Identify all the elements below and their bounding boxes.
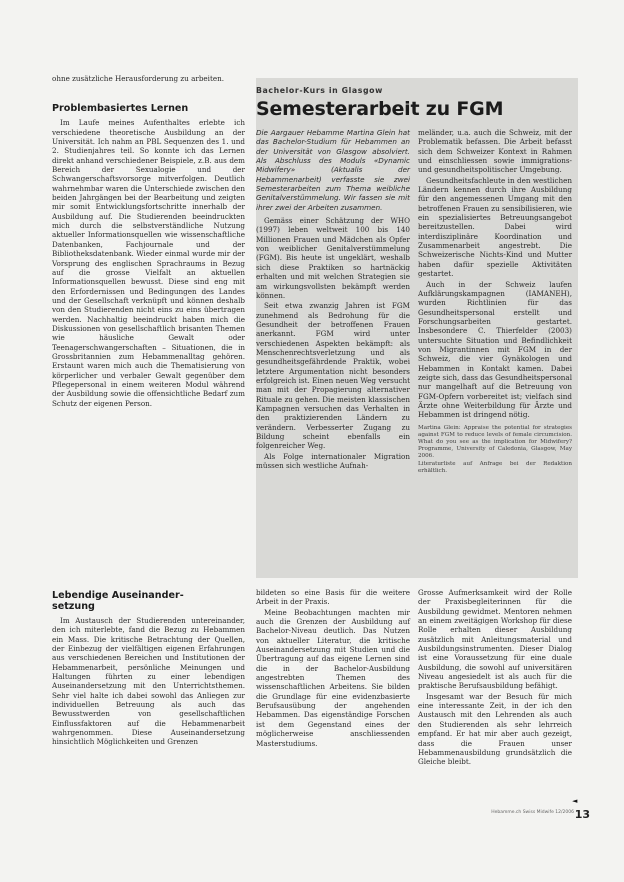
bottom-right-column — [418, 588, 572, 768]
box-footnote: Martina Glein: Appraise the potential for strategies against FGM to reduce levels of female circumcision. What do you see as the implication for Midwifery? Programme, University of Caledonia, Glasgow, May 2006. — [418, 424, 572, 459]
box-column-left — [256, 128, 410, 471]
end-mark-icon: ◄ — [572, 797, 578, 805]
left-bottom-column — [52, 590, 245, 748]
box-kicker: Bachelor-Kurs in Glasgow — [256, 86, 383, 95]
left-column — [52, 74, 245, 409]
paragraph: Grosse Aufmerksamkeit wird der Rolle der Praxisbegleiterinnen für die Ausbildung gewidmet. Mentoren nehmen an einem zweitägigen Workshop für diese Rolle erhalten dieser Ausbildung zusätzlich mit Anleitungsmaterial und Ausbildungsinstrumenten. Dieser Dialog ist eine Voraussetzung für eine duale Ausbildung, die sowohl auf universitären Niveau angesiedelt ist als auch für die praktische Berufsausbildung befähigt. — [418, 588, 572, 691]
section-heading-problembasiertes: Problembasiertes Lernen — [52, 103, 189, 115]
paragraph: Im Austausch der Studierenden untereinander, den ich miterlebte, fand die Bezug zu Hebammen ein Mass. Die kritische Betrachtung der Quellen, der Einbezug der vielfältigen eigenen Erfahrungen aus verschiedenen Bereichen und Institutionen der Hebammenarbeit, persönliche Meinungen und Haltungen führten zu einer lebendigen Auseinandersetzung mit den Unterrichtsthemen. Sehr viel halte ich dabei sowohl das Anliegen zur individuellen Betreuung als auch das Bewusstwerden von gesellschaftlichen Einflussfaktoren auf die Hebammenarbeit wahrgenommen. Diese Auseinandersetzung hinsichtlich Möglichkeiten und Grenzen — [52, 616, 245, 747]
box-lead: Die Aargauer Hebamme Martina Glein hat das Bachelor-Studium für Hebammen an der Universität von Glasgow absolviert. Als Abschluss des Moduls «Dynamic Midwifery» (Aktualis der Hebammenarbeit) verfasste sie zwei Semesterarbeiten zum Thema weibliche Genitalverstümmelung. Wir fassen sie mit ihrer zwei der Arbeiten zusammen. — [256, 128, 410, 212]
heading-line: Lebendige Auseinander- — [52, 590, 184, 601]
bottom-middle-column — [256, 588, 410, 749]
magazine-name: Hebamme.ch Swiss Midwife 12/2006 — [491, 810, 574, 815]
page-number: 13 — [574, 808, 590, 821]
paragraph: Auch in der Schweiz laufen Aufklärungskampagnen (IAMANEH), wurden Richtlinien für das Gesundheitspersonal erstellt und Forschungsarbeiten gestartet. Insbesondere C. Thierfelder (2003) untersuchte Situation und Befindlichkeit von Migrantinnen mit FGM in der Schweiz, die vier Gynäkologen und Hebammen in Kontakt kamen. Dabei zeigte sich, dass das Gesundheitspersonal nur mangelhaft auf die Betreuung von FGM-Opfern vorbereitet ist; vielfach sind Ärzte ohne Weiterbildung für Ärzte und Hebammen ist dringend nötig. — [418, 279, 572, 420]
section-heading-lebendige — [52, 590, 245, 612]
box-footnote: Literaturliste auf Anfrage bei der Redaktion erhältlich. — [418, 460, 572, 474]
paragraph: Im Laufe meines Aufenthaltes erlebte ich verschiedene theoretische Ausbildung an der Universität. Ich nahm an PBL Sequenzen des 1. und 2. Studienjahres teil. So konnte ich das Lernen direkt anhand verschiedener Beispiele, z.B. aus dem Bereich der Sexualogie und der Schwangerschaftsvorsorge mitverfolgen. Deutlich wahrnehmbar waren die Unterschiede zwischen den beiden Jahrgängen bei der Bearbeitung und zeigten mir somit Entwicklungsfortschritte innerhalb der Ausbildung auf. Die Studierenden beeindruckten mich durch die selbstverständliche Nutzung aktueller Informationsquellen wie wissenschaftliche Datenbanken, Fachjournale und der Bibliotheksdatenbank. Wieder einmal wurde mir der Vorsprung des englischen Sprachraums in Bezug auf die grosse Vielfalt an aktuellen Informationsquellen bewusst. Diese sind eng mit den Erfordernissen und Bedingungen des Landes und der Gesellschaft verknüpft und können deshalb von den Studierenden nicht eins zu eins übertragen werden. Nachhaltig beeindruckt haben mich die Diskussionen von gesellschaftlich brisanten Themen wie häusliche Gewalt oder Teenagerschwangerschaften – Situationen, die in Grossbritannien zum Hebammenalltag gehören. Erstaunt waren mich auch die Thematisierung von körperlicher und verbaler Gewalt gegenüber dem Pflegepersonal in einem weiteren Modul während der Ausbildung sowie die offensichtliche Bedarf zum Schutz der eigenen Person. — [52, 118, 245, 408]
paragraph: Als Folge internationaler Migration müssen sich westliche Aufnah- — [256, 451, 410, 471]
paragraph: meländer, u.a. auch die Schweiz, mit der Problematik befassen. Die Arbeit befasst sich dem Schweizer Kontext in Rahmen und einschliessen sowie immigrations- und gesundheitspolitischer Umgebung. — [418, 128, 572, 175]
paragraph: Gemäss einer Schätzung der WHO (1997) leben weltweit 100 bis 140 Millionen Frauen und Mädchen als Opfer von weiblicher Genitalverstümmelung (FGM). Bis heute ist ungeklärt, weshalb sich diese Praktiken so hartnäckig erhalten und mit welchen Strategien sie am wirkungsvollsten bekämpft werden können. — [256, 216, 410, 300]
heading-line: setzung — [52, 601, 95, 612]
paragraph: Gesundheitsfachleute in den westlichen Ländern kennen durch ihre Ausbildung für den angemessenen Umgang mit den betroffenen Frauen zu sensibilisieren, wie ein spezialisiertes Betreuungsangebot bereitzustellen. Dabei wird interdisziplinäre Koordination und Zusammenarbeit angestrebt. Die Schweizerische Nichts-Kind und Mutter haben dafür spezielle Aktivitäten gestartet. — [418, 175, 572, 279]
intro-text: ohne zusätzliche Herausforderung zu arbeiten. — [52, 74, 225, 83]
paragraph: Seit etwa zwanzig Jahren ist FGM zunehmend als Bedrohung für die Gesundheit der betroffenen Frauen anerkannt. FGM wird unter verschiedenen Aspekten bekämpft: als Menschenrechtsverletzung und als gesundheitsgefährdende Praktik, wobei letztere Argumentation nicht besonders erfolgreich ist. Einen neuen Weg versucht man mit der Propagierung alternativer Rituale zu gehen. Die meisten klassischen Kampagnen versuchen das Verhalten in den praktizierenden Ländern zu verändern. Verbesserter Zugang zu Bildung scheint ebenfalls ein folgenreicher Weg. — [256, 301, 410, 451]
paragraph: bildeten so eine Basis für die weitere Arbeit in der Praxis. — [256, 588, 410, 607]
paragraph: Meine Beobachtungen machten mir auch die Grenzen der Ausbildung auf Bachelor-Niveau deutlich. Das Nutzen von aktueller Literatur, die kritische Auseinandersetzung mit Studien und die Übertragung auf das eigene Lernen sind die in der Bachelor-Ausbildung angestrebten Themen des wissenschaftlichen Arbeitens. Sie bilden die Grundlage für eine evidenzbasierte Berufsausübung der angehenden Hebammen. Das eigenständige Forschen ist dem Gegenstand eines der möglicherweise anschliessenden Masterstudiums. — [256, 607, 410, 748]
box-column-right — [418, 128, 572, 476]
box-headline: Semesterarbeit zu FGM — [256, 98, 504, 120]
paragraph: Insgesamt war der Besuch für mich eine interessante Zeit, in der ich den Austausch mit den Lehrenden als auch den Studierenden als sehr lehrreich empfand. Er hat mir aber auch gezeigt, dass die Frauen unser Hebammenausbildung grundsätzlich die Gleiche bleibt. — [418, 691, 572, 767]
